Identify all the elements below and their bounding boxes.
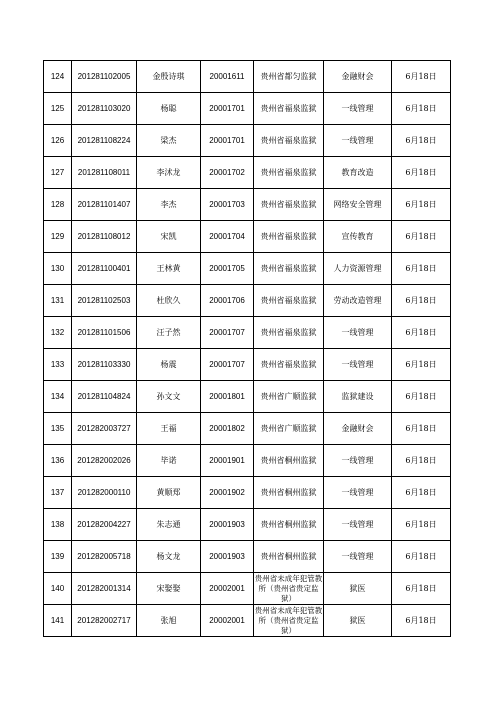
date-cell: 6月18日 <box>392 253 451 285</box>
table-body <box>44 61 451 637</box>
unit-cell: 贵州省桐州监狱 <box>254 445 324 477</box>
date-cell: 6月18日 <box>392 445 451 477</box>
date-cell: 6月18日 <box>392 157 451 189</box>
post-code-cell: 20001701 <box>201 125 254 157</box>
post-cell: 网络安全管理 <box>324 189 392 221</box>
exam-id-cell: 201281103020 <box>72 93 137 125</box>
date-cell: 6月18日 <box>392 477 451 509</box>
unit-cell: 贵州省福泉监狱 <box>254 253 324 285</box>
name-cell: 梁杰 <box>137 125 201 157</box>
unit-cell: 贵州省未成年犯管教所（贵州省贵定监狱） <box>254 605 323 635</box>
exam-id-cell: 201281100401 <box>72 253 137 285</box>
row-number: 127 <box>44 157 72 189</box>
post-code-cell: 20001702 <box>201 157 254 189</box>
row-number: 128 <box>44 189 72 221</box>
name-cell: 金殷诗琪 <box>137 61 201 93</box>
post-code-cell: 20001901 <box>201 445 254 477</box>
exam-id-cell: 201281108012 <box>72 221 137 253</box>
post-cell: 一线管理 <box>324 445 392 477</box>
post-code-cell: 20002001 <box>201 573 254 605</box>
row-number: 137 <box>44 477 72 509</box>
table-row <box>44 381 451 413</box>
post-code-cell: 20001701 <box>201 93 254 125</box>
post-code-cell: 20001801 <box>201 381 254 413</box>
exam-id-cell: 201281102503 <box>72 285 137 317</box>
row-number: 131 <box>44 285 72 317</box>
table-row <box>44 189 451 221</box>
name-cell: 张旭 <box>137 605 201 637</box>
unit-cell: 贵州省桐州监狱 <box>254 541 324 573</box>
table-row <box>44 605 451 637</box>
table-row <box>44 253 451 285</box>
date-cell: 6月18日 <box>392 221 451 253</box>
post-code-cell: 20001611 <box>201 61 254 93</box>
post-cell: 狱医 <box>324 605 392 637</box>
date-cell: 6月18日 <box>392 317 451 349</box>
post-code-cell: 20001902 <box>201 477 254 509</box>
date-cell: 6月18日 <box>392 125 451 157</box>
name-cell: 杨聪 <box>137 93 201 125</box>
row-number: 139 <box>44 541 72 573</box>
row-number: 124 <box>44 61 72 93</box>
post-cell: 一线管理 <box>324 317 392 349</box>
name-cell: 王林黄 <box>137 253 201 285</box>
unit-cell: 贵州省福泉监狱 <box>254 157 324 189</box>
table-row <box>44 509 451 541</box>
unit-cell: 贵州省桐州监狱 <box>254 477 324 509</box>
exam-id-cell: 201282001314 <box>72 573 137 605</box>
exam-id-cell: 201281101506 <box>72 317 137 349</box>
post-code-cell: 20001707 <box>201 349 254 381</box>
unit-cell: 贵州省福泉监狱 <box>254 93 324 125</box>
post-cell: 劳动改造管理 <box>324 285 392 317</box>
name-cell: 李杰 <box>137 189 201 221</box>
exam-id-cell: 201281103330 <box>72 349 137 381</box>
post-cell: 狱医 <box>324 573 392 605</box>
date-cell: 6月18日 <box>392 349 451 381</box>
exam-id-cell: 201281108224 <box>72 125 137 157</box>
name-cell: 宋娶娶 <box>137 573 201 605</box>
date-cell: 6月18日 <box>392 573 451 605</box>
date-cell: 6月18日 <box>392 381 451 413</box>
exam-id-cell: 201281101407 <box>72 189 137 221</box>
name-cell: 杜欣久 <box>137 285 201 317</box>
row-number: 130 <box>44 253 72 285</box>
row-number: 136 <box>44 445 72 477</box>
post-cell: 一线管理 <box>324 349 392 381</box>
post-code-cell: 20001705 <box>201 253 254 285</box>
unit-cell: 贵州省广顺监狱 <box>254 381 324 413</box>
post-code-cell: 20001707 <box>201 317 254 349</box>
post-cell: 一线管理 <box>324 509 392 541</box>
post-cell: 人力资源管理 <box>324 253 392 285</box>
unit-cell: 贵州省福泉监狱 <box>254 125 324 157</box>
post-cell: 一线管理 <box>324 477 392 509</box>
post-code-cell: 20001703 <box>201 189 254 221</box>
row-number: 125 <box>44 93 72 125</box>
table-row <box>44 445 451 477</box>
table-row <box>44 221 451 253</box>
name-cell: 杨文龙 <box>137 541 201 573</box>
row-number: 140 <box>44 573 72 605</box>
post-cell: 金融财会 <box>324 61 392 93</box>
date-cell: 6月18日 <box>392 61 451 93</box>
unit-cell: 贵州省广顺监狱 <box>254 413 324 445</box>
exam-id-cell: 201281102005 <box>72 61 137 93</box>
table-row <box>44 61 451 93</box>
table-row <box>44 573 451 605</box>
unit-cell: 贵州省福泉监狱 <box>254 189 324 221</box>
name-cell: 朱志通 <box>137 509 201 541</box>
post-code-cell: 20002001 <box>201 605 254 637</box>
post-cell: 教育改造 <box>324 157 392 189</box>
post-cell: 宣传教育 <box>324 221 392 253</box>
unit-cell: 贵州省桐州监狱 <box>254 509 324 541</box>
unit-cell: 贵州省未成年犯管教所（贵州省贵定监狱） <box>254 573 323 603</box>
name-cell: 宋凯 <box>137 221 201 253</box>
table-row <box>44 349 451 381</box>
row-number: 126 <box>44 125 72 157</box>
name-cell: 杨震 <box>137 349 201 381</box>
post-code-cell: 20001704 <box>201 221 254 253</box>
unit-cell: 贵州省福泉监狱 <box>254 317 324 349</box>
date-cell: 6月18日 <box>392 189 451 221</box>
unit-cell: 贵州省福泉监狱 <box>254 221 324 253</box>
results-table <box>43 60 451 637</box>
post-code-cell: 20001903 <box>201 541 254 573</box>
name-cell: 李沭龙 <box>137 157 201 189</box>
row-number: 138 <box>44 509 72 541</box>
unit-cell: 贵州省福泉监狱 <box>254 349 324 381</box>
post-code-cell: 20001802 <box>201 413 254 445</box>
row-number: 132 <box>44 317 72 349</box>
table-row <box>44 285 451 317</box>
name-cell: 黄顺郑 <box>137 477 201 509</box>
date-cell: 6月18日 <box>392 541 451 573</box>
exam-id-cell: 201282000110 <box>72 477 137 509</box>
name-cell: 王福 <box>137 413 201 445</box>
table-row <box>44 413 451 445</box>
table-row <box>44 157 451 189</box>
table-row <box>44 541 451 573</box>
exam-id-cell: 201282005718 <box>72 541 137 573</box>
exam-id-cell: 201282002717 <box>72 605 137 637</box>
post-code-cell: 20001903 <box>201 509 254 541</box>
table-row <box>44 93 451 125</box>
row-number: 129 <box>44 221 72 253</box>
exam-id-cell: 201282004227 <box>72 509 137 541</box>
row-number: 133 <box>44 349 72 381</box>
post-code-cell: 20001706 <box>201 285 254 317</box>
unit-cell: 贵州省福泉监狱 <box>254 285 324 317</box>
post-cell: 一线管理 <box>324 541 392 573</box>
date-cell: 6月18日 <box>392 93 451 125</box>
row-number: 135 <box>44 413 72 445</box>
post-cell: 一线管理 <box>324 125 392 157</box>
date-cell: 6月18日 <box>392 285 451 317</box>
date-cell: 6月18日 <box>392 605 451 637</box>
row-number: 141 <box>44 605 72 637</box>
name-cell: 汪子然 <box>137 317 201 349</box>
exam-id-cell: 201281108011 <box>72 157 137 189</box>
table-row <box>44 477 451 509</box>
table-row <box>44 317 451 349</box>
post-cell: 金融财会 <box>324 413 392 445</box>
row-number: 134 <box>44 381 72 413</box>
exam-id-cell: 201282003727 <box>72 413 137 445</box>
post-cell: 监狱建设 <box>324 381 392 413</box>
name-cell: 毕诺 <box>137 445 201 477</box>
name-cell: 孙文文 <box>137 381 201 413</box>
table-row <box>44 125 451 157</box>
exam-id-cell: 201281104824 <box>72 381 137 413</box>
date-cell: 6月18日 <box>392 413 451 445</box>
date-cell: 6月18日 <box>392 509 451 541</box>
exam-id-cell: 201282002026 <box>72 445 137 477</box>
unit-cell: 贵州省都匀监狱 <box>254 61 324 93</box>
post-cell: 一线管理 <box>324 93 392 125</box>
